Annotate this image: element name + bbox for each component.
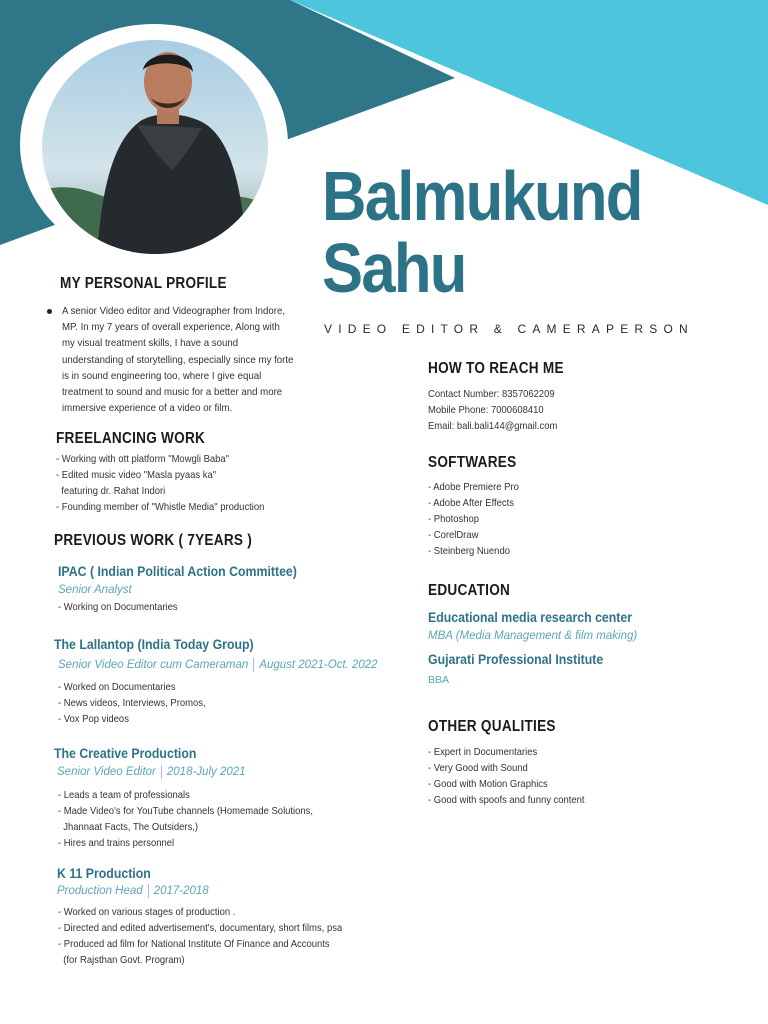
softwares-heading: SOFTWARES <box>428 454 517 471</box>
job-company: IPAC ( Indian Political Action Committee) <box>58 563 297 579</box>
job-role-title: Senior Video Editor cum Cameraman <box>58 659 249 672</box>
freelancing-text: - Working with ott platform "Mowgli Baba" - Edited music video "Masla pyaas ka" featuring dr. Rahat Indori - Founding member of "Whistle Media" production <box>56 453 265 513</box>
contact-text: Contact Number: 8357062209 Mobile Phone: 7000608410 Email: bali.bali144@gmail.com <box>428 388 558 432</box>
education-school: Educational media research center <box>428 609 633 625</box>
job-company: K 11 Production <box>57 865 151 881</box>
contact-heading: HOW TO REACH ME <box>428 360 564 377</box>
education-heading: EDUCATION <box>428 582 511 599</box>
job-role <box>57 884 209 898</box>
freelancing-heading: FREELANCING WORK <box>56 430 206 447</box>
last-name: Sahu <box>322 229 466 307</box>
previous-work-heading: PREVIOUS WORK ( 7YEARS ) <box>54 532 253 549</box>
profile-heading: MY PERSONAL PROFILE <box>60 275 227 292</box>
education-school: Gujarati Professional Institute <box>428 651 604 667</box>
first-name: Balmukund <box>322 157 642 235</box>
profile-text: A senior Video editor and Videographer from Indore, MP. In my 7 years of overall experience, Along with my visual treatment skills, I have a sound understanding of storytelling, especially since my forte is in sound engineering too, where I give equal treatment to sound and music for a better and more immersive experience of a video or film. <box>62 305 294 415</box>
job-role <box>58 658 378 672</box>
job-title: VIDEO EDITOR & CAMERAPERSON <box>324 322 694 336</box>
profile-photo <box>42 40 268 254</box>
candidate-name <box>322 157 642 307</box>
job-role-title: Senior Video Editor <box>57 766 156 779</box>
job-period: August 2021-Oct. 2022 <box>259 659 378 672</box>
job-role-title: Senior Analyst <box>58 584 132 596</box>
job-details: - Worked on various stages of production . - Directed and edited advertisement's, documentary, short films, psa - Produced ad film for National Institute Of Finance and Accounts (for Rajsthan Govt. Program) <box>58 906 343 966</box>
job-company: The Creative Production <box>54 745 197 761</box>
job-role <box>58 584 132 596</box>
job-details: - Worked on Documentaries - News videos, Interviews, Promos, - Vox Pop videos <box>58 681 206 725</box>
job-company: The Lallantop (India Today Group) <box>54 636 254 652</box>
education-degree: MBA (Media Management & film making) <box>428 630 638 642</box>
bullet-icon <box>47 309 52 314</box>
qualities-text: - Expert in Documentaries - Very Good with Sound - Good with Motion Graphics - Good with spoofs and funny content <box>428 746 585 806</box>
qualities-heading: OTHER QUALITIES <box>428 718 556 735</box>
job-role <box>57 765 246 779</box>
education-degree: BBA <box>428 674 450 686</box>
job-period: 2017-2018 <box>153 885 209 898</box>
job-role-title: Production Head <box>57 885 143 898</box>
softwares-text: - Adobe Premiere Pro - Adobe After Effects - Photoshop - CorelDraw - Steinberg Nuendo <box>428 481 519 557</box>
job-details: - Leads a team of professionals - Made Video's for YouTube channels (Homemade Solutions, Jhannaat Facts, The Outsiders,) - Hires and trains personnel <box>58 789 314 849</box>
job-period: 2018-July 2021 <box>166 766 246 779</box>
job-details: - Working on Documentaries <box>58 601 178 613</box>
